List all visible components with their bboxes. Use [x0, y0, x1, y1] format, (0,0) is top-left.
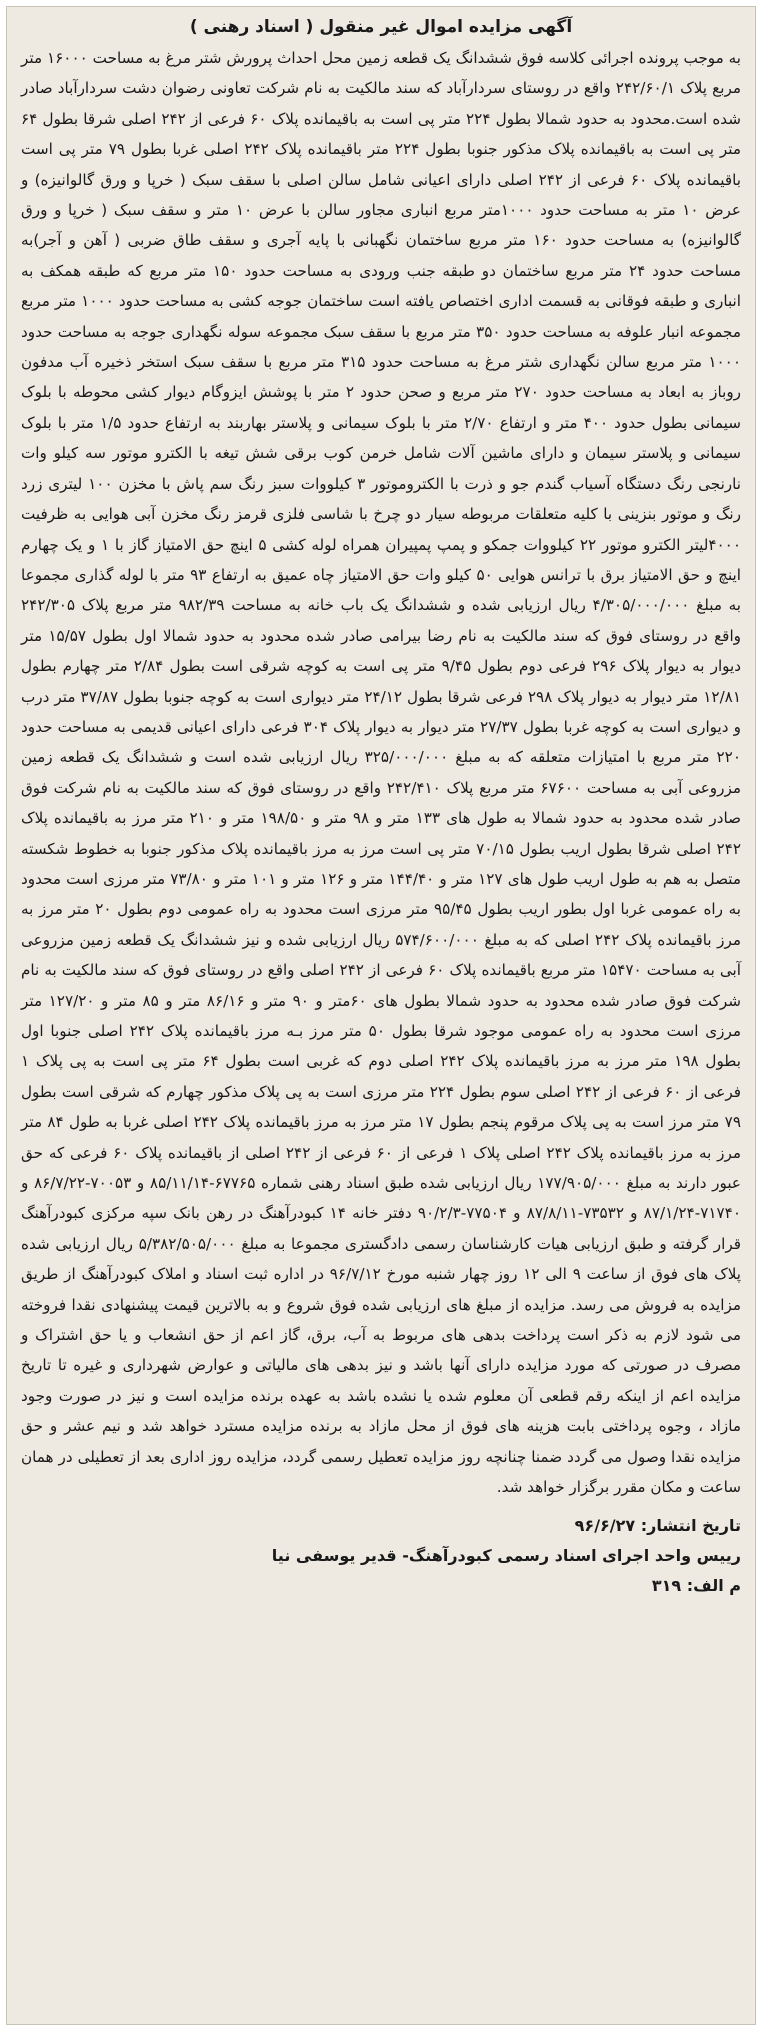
notice-footer [21, 1511, 741, 1601]
reference-code: م الف: ۳۱۹ [651, 1575, 741, 1595]
signature-line: رییس واحد اجرای اسناد رسمی کبودرآهنگ- قدیر یوسفی نیا [271, 1545, 741, 1565]
publish-date: تاریخ انتشار: ۹۶/۶/۲۷ [574, 1515, 741, 1535]
legal-notice [6, 6, 756, 2025]
notice-body: به موجب پرونده اجرائی کلاسه فوق ششدانگ یک قطعه زمین محل احداث پرورش شتر مرغ به مساحت ۱۶۰۰۰ متر مربع پلاک ۲۴۲/۶۰/۱ واقع در روستای سردارآباد که سند مالکیت به نام شرکت تعاونی رضوان دشت سردارآباد صادر شده است.محدود به حدود شمالا بطول ۲۲۴ متر پی است به باقیمانده پلاک ۶۰ فرعی از ۲۴۲ اصلی شرقا بطول ۶۴ متر پی است به باقیمانده پلاک مذکور جنوبا بطول ۲۲۴ متر باقیمانده پلاک ۲۴۲ اصلی غربا بطول ۷۹ متر پی است باقیمانده پلاک ۶۰ فرعی از ۲۴۲ اصلی دارای اعیانی شامل سالن اصلی با سقف سبک ( خرپا و ورق گالوانیزه) و عرض ۱۰ متر به مساحت حدود ۱۰۰۰متر مربع انباری مجاور سالن با عرض ۱۰ متر و سقف سبک ( خرپا و ورق گالوانیزه) به مساحت حدود ۱۶۰ متر مربع ساختمان نگهبانی با پایه آجری و سقف طاق ضربی ( آهن و آجر)به مساحت حدود ۲۴ متر مربع ساختمان دو طبقه جنب ورودی به مساحت حدود ۱۵۰ متر مربع که طبقه همکف به انباری و طبقه فوقانی به قسمت اداری اختصاص یافته است ساختمان جوجه کشی به مساحت حدود ۱۰۰۰ متر مربع مجموعه انبار علوفه به مساحت حدود ۳۵۰ متر مربع با سقف سبک مجموعه سوله نگهداری جوجه به مساحت حدود ۱۰۰۰ متر مربع سالن نگهداری شتر مرغ به مساحت حدود ۳۱۵ متر مربع با سقف سبک استخر ذخیره آب مدفون روباز به ابعاد به مساحت حدود ۲۷۰ متر مربع و صحن حدود ۲ متر با پوشش ایزوگام دیوار کشی محوطه با بلوک سیمانی بطول حدود ۴۰۰ متر و ارتفاع ۲/۷۰ متر با بلوک سیمانی و پلاستر بهاربند به ارتفاع حدود ۱/۵ متر با بلوک سیمانی و پلاستر سیمان و دارای ماشین آلات شامل خرمن کوب برقی شش تیغه با الکترو موتور سه کیلو وات نارنجی رنگ دستگاه آسیاب گندم جو و ذرت با الکتروموتور ۳ کیلووات سبز رنگ سم پاش با مخزن ۱۰۰ لیتری زرد رنگ و موتور بنزینی با کلیه متعلقات مربوطه سیار دو چرخ با شاسی فلزی قرمز رنگ مخزن آبی هوایی به ظرفیت ۴۰۰۰لیتر الکترو موتور ۲۲ کیلووات جمکو و پمپ پمپیران همراه لوله کشی ۵ اینچ حق الامتیاز گاز با ۱ و یک چهارم اینچ و حق الامتیاز برق با ترانس هوایی ۵۰ کیلو وات حق الامتیاز چاه عمیق به ارتفاع ۹۳ متر با لوله گذاری مجموعا به مبلغ ۴/۳۰۵/۰۰۰/۰۰۰ ریال ارزیابی شده و ششدانگ یک باب خانه به مساحت ۹۸۲/۳۹ متر مربع پلاک ۲۴۲/۳۰۵ واقع در روستای فوق که سند مالکیت به نام رضا بیرامی صادر شده محدود به حدود شمالا اول بطول ۱۵/۵۷ متر دیوار به دیوار پلاک ۲۹۶ فرعی دوم بطول ۹/۴۵ متر پی است به کوچه شرقی است بطول ۲/۸۴ متر چهارم بطول ۱۲/۸۱ متر دیوار به دیوار پلاک ۲۹۸ فرعی شرقا بطول ۲۴/۱۲ متر دیواری است به کوچه جنوبا بطول ۳۷/۸۷ متر درب و دیواری است به کوچه غربا بطول ۲۷/۳۷ متر دیوار به دیوار پلاک ۳۰۴ فرعی دارای اعیانی قدیمی به مساحت حدود ۲۲۰ متر مربع با امتیازات متعلقه که به مبلغ ۳۲۵/۰۰۰/۰۰۰ ریال ارزیابی شده است و ششدانگ یک قطعه زمین مزروعی آبی به مساحت ۶۷۶۰۰ متر مربع پلاک ۲۴۲/۴۱۰ واقع در روستای فوق که سند مالکیت به نام شرکت فوق صادر شده محدود به حدود شمالا به طول های ۱۳۳ متر و ۹۸ متر و ۱۹۸/۵۰ متر و ۲۱۰ متر مرز به باقیمانده پلاک ۲۴۲ اصلی شرقا بطول اریب بطول ۷۰/۱۵ متر پی است مرز به مرز باقیمانده پلاک مذکور جنوبا به خطوط شکسته متصل به هم به طول اریب طول های ۱۲۷ متر و ۱۴۴/۴۰ متر و ۱۲۶ متر و ۱۰۱ متر و ۷۳/۸۰ متر مرزی است محدود به راه عمومی غربا اول بطور اریب بطول ۹۵/۴۵ متر مرزی است محدود به راه عمومی دوم بطول ۲۰ متر مرز به مرز باقیمانده پلاک ۲۴۲ اصلی که به مبلغ ۵۷۴/۶۰۰/۰۰۰ ریال ارزیابی شده و نیز ششدانگ یک قطعه زمین مزروعی آبی به مساحت ۱۵۴۷۰ متر مربع باقیمانده پلاک ۶۰ فرعی از ۲۴۲ اصلی واقع در روستای فوق که سند مالکیت به نام شرکت فوق صادر شده محدود به حدود شمالا بطول های ۶۰متر و ۹۰ متر و ۸۶/۱۶ متر و ۸۵ متر و ۱۲۷/۲۰ متر مرزی است محدود به راه عمومی موجود شرقا بطول ۵۰ متر مرز بـه مرز باقیمانده پلاک ۲۴۲ اصلی جنوبا اول بطول ۱۹۸ متر مرز به مرز باقیمانده پلاک ۲۴۲ اصلی دوم که غربی است بطول ۶۴ متر پی است به پی پلاک ۱ فرعی از ۶۰ فرعی از ۲۴۲ اصلی سوم بطول ۲۲۴ متر مرزی است به پی پلاک مذکور چهارم که شرقی است بطول ۷۹ متر مرز است به پی پلاک مرقوم پنجم بطول ۱۷ متر مرز به مرز باقیمانده پلاک ۲۴۲ اصلی غربا به طول ۸۴ متر مرز به مرز باقیمانده پلاک ۲۴۲ اصلی پلاک ۱ فرعی از ۶۰ فرعی از ۲۴۲ اصلی از باقیمانده پلاک ۶۰ فرعی که حق عبور دارند به مبلغ ۱۷۷/۹۰۵/۰۰۰ ریال ارزیابی شده طبق اسناد رهنی شماره ۶۷۷۶۵-۸۵/۱۱/۱۴ و ۷۰۰۵۳-۸۶/۷/۲۲ و ۷۱۷۴۰-۸۷/۱/۲۴ و ۷۳۵۳۲-۸۷/۸/۱۱ و ۷۷۵۰۴-۹۰/۲/۳ دفتر خانه ۱۴ کبودرآهنگ در رهن بانک سپه مرکزی کبودرآهنگ قرار گرفته و طبق ارزیابی هیات کارشناسان رسمی دادگستری مجموعا به مبلغ ۵/۳۸۲/۵۰۵/۰۰۰ ریال ارزیابی شده پلاک های فوق از ساعت ۹ الی ۱۲ روز چهار شنبه مورخ ۹۶/۷/۱۲ در اداره ثبت اسناد و املاک کبودرآهنگ از طریق مزایده به فروش می رسد. مزایده از مبلغ های ارزیابی شده فوق شروع و به بالاترین قیمت پیشنهادی نقدا فروخته می شود لازم به ذکر است پرداخت بدهی های مربوط به آب، برق، گاز اعم از حق انشعاب و یا حق اشتراک و مصرف در صورتی که مورد مزایده دارای آنها باشد و نیز بدهی های مالیاتی و عوارض شهرداری و غیره تا تاریخ مزایده اعم از اینکه رقم قطعی آن معلوم شده یا نشده باشد به عهده برنده مزایده است و نیز در صورت وجود مازاد ، وجوه پرداختی بابت هزینه های فوق از محل مازاد به برنده مزایده مسترد خواهد شد و نیم عشر و حق مزایده نقدا وصول می گردد ضمنا چنانچه روز مزایده تعطیل رسمی گردد، مزایده روز اداری بعد از تعطیلی در همان ساعت و مکان مقرر برگزار خواهد شد. [21, 49, 742, 1497]
notice-title: آگهی مزایده اموال غیر منقول ( اسناد رهنی ) [189, 17, 573, 37]
